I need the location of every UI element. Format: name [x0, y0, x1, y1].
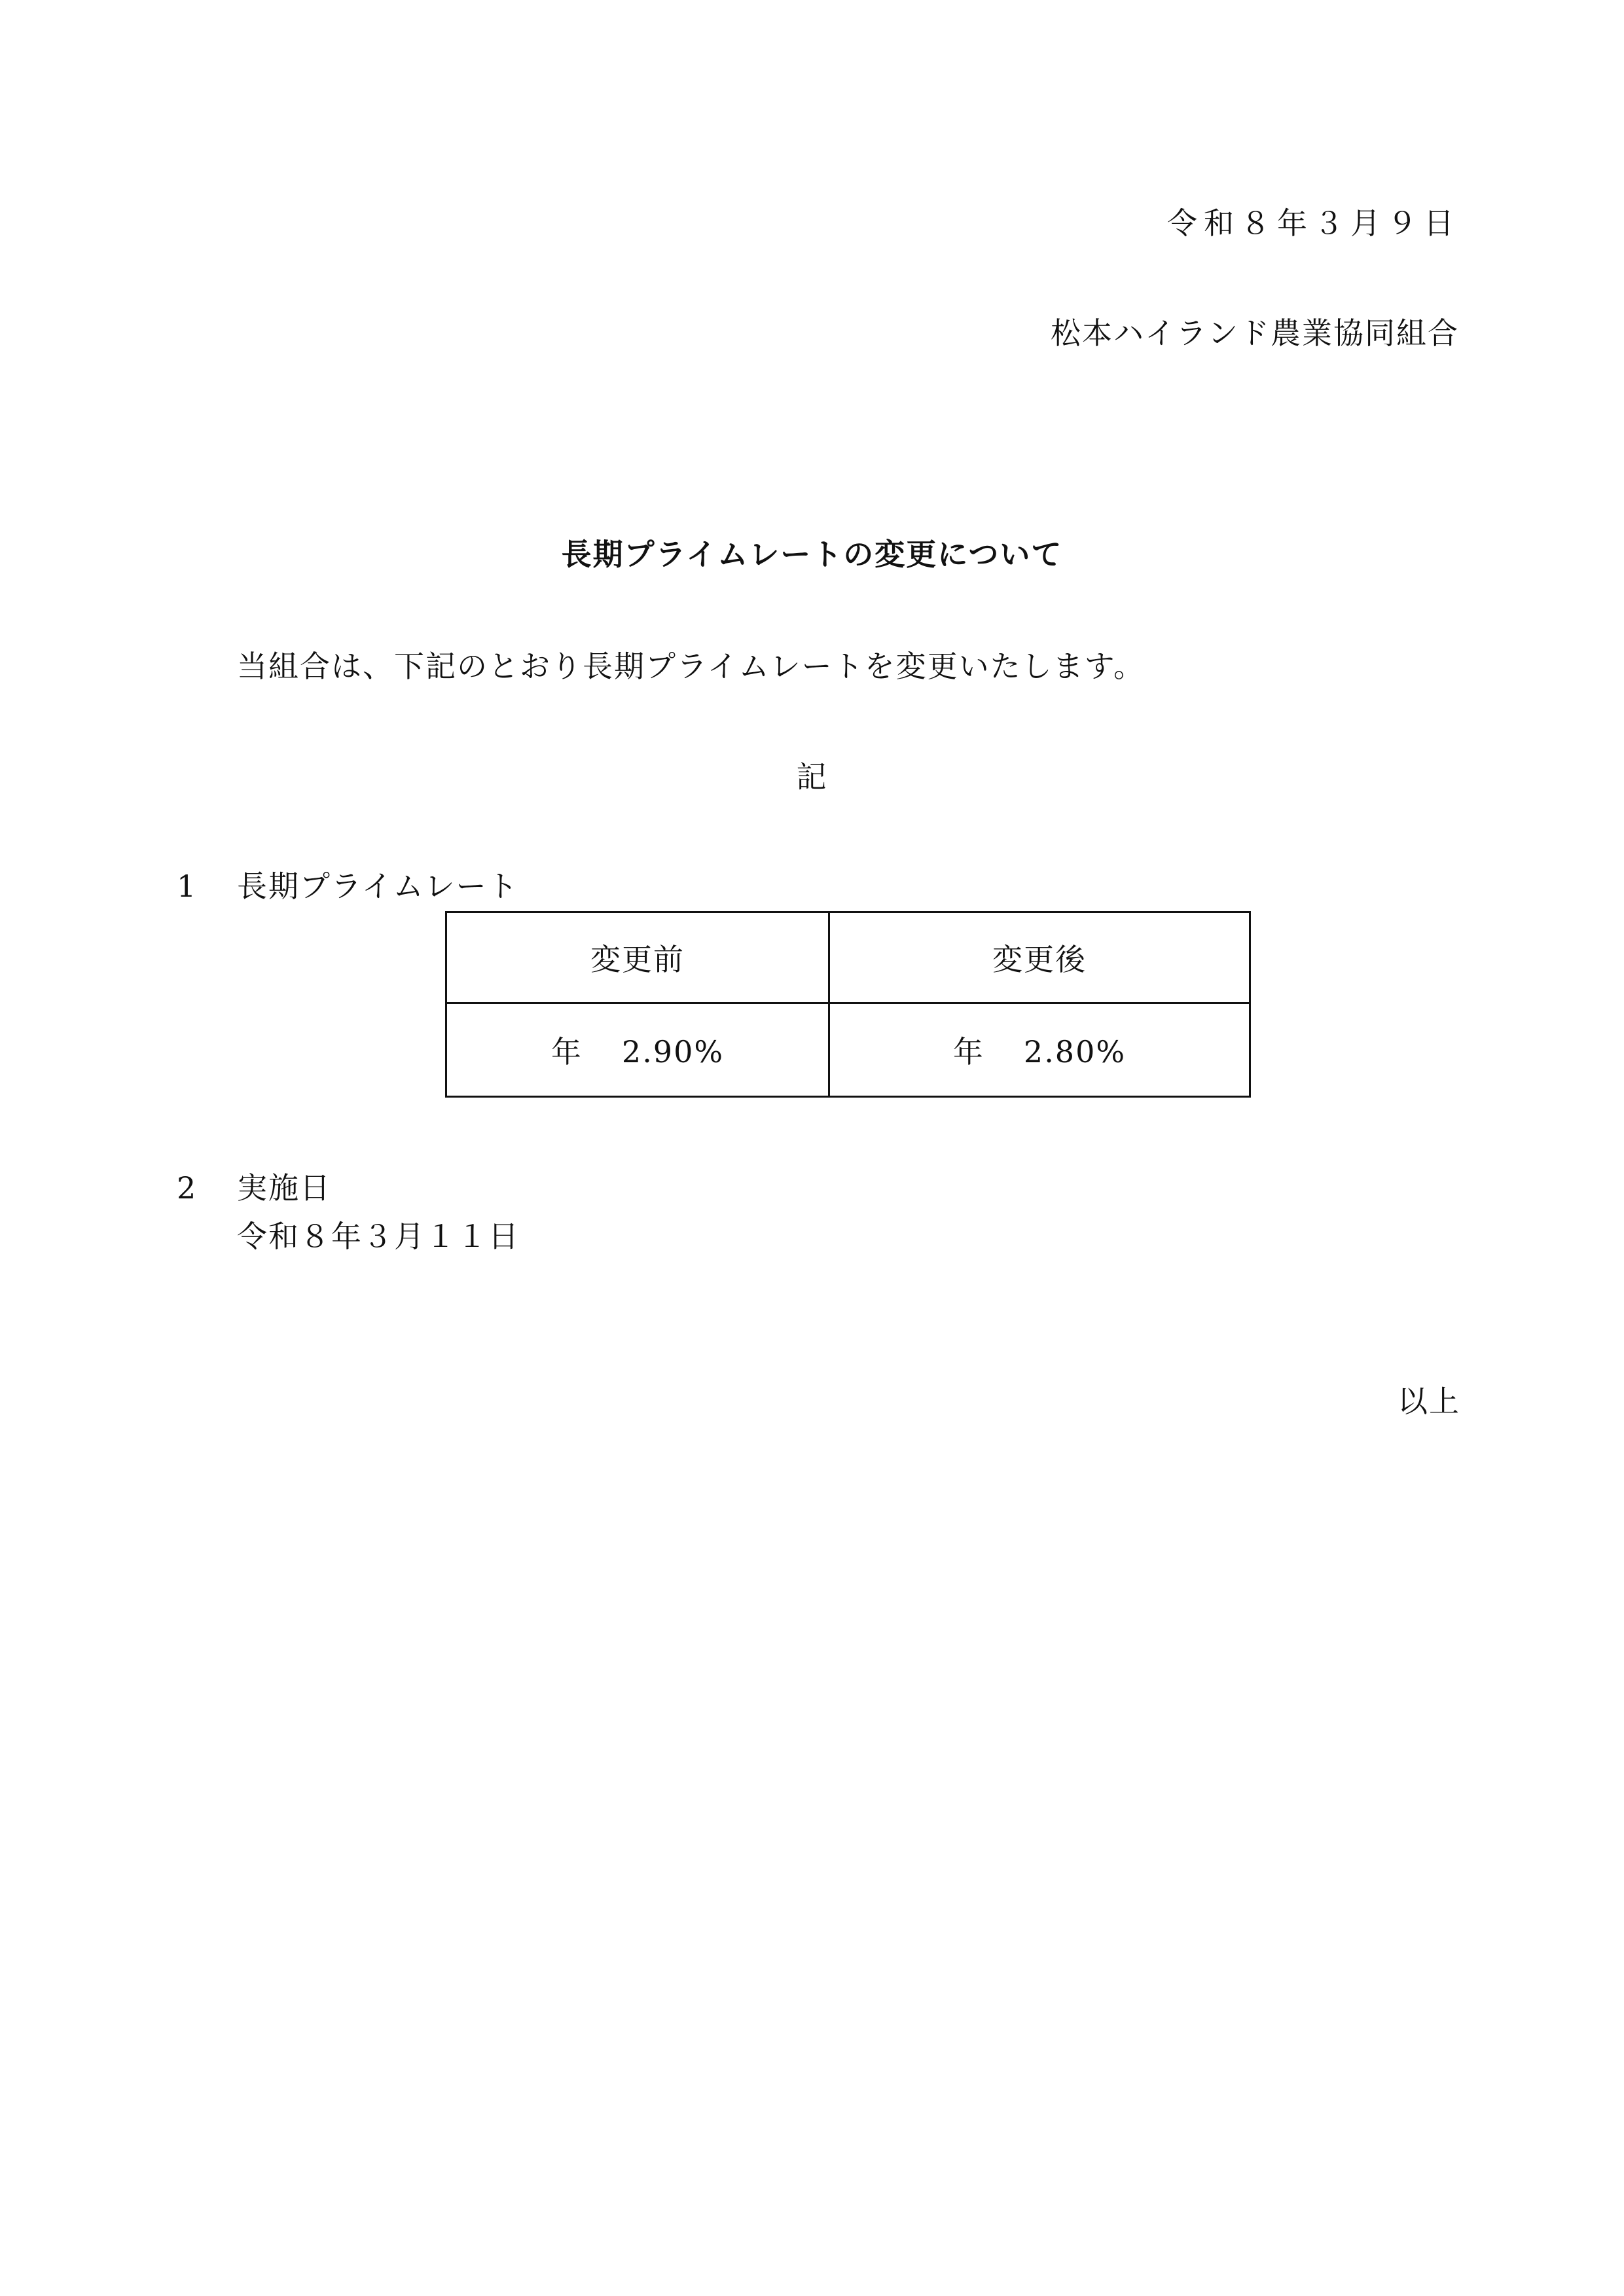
- rate-before-value: 2.90%: [621, 1034, 725, 1069]
- intro-paragraph: 当組合は、下記のとおり長期プライムレートを変更いたします。: [237, 649, 1145, 684]
- document-title: 長期プライムレートの変更について: [561, 537, 1063, 572]
- rate-before-cell: [446, 1003, 829, 1097]
- item-number-2: 2: [177, 1170, 198, 1206]
- rate-table: [445, 911, 1251, 1098]
- issuer-organization: 松本ハイランド農業協同組合: [1051, 315, 1459, 351]
- table-header-row: [446, 912, 1250, 1003]
- header-after-change: 変更後: [829, 912, 1250, 1003]
- header-before-change: 変更前: [446, 912, 829, 1003]
- rate-after-value: 2.80%: [1023, 1034, 1127, 1069]
- document-date: 令和８年３月９日: [1167, 206, 1460, 241]
- table-row: [446, 1003, 1250, 1097]
- rate-after-prefix: 年: [952, 1034, 984, 1069]
- effective-date: 令和８年３月１１日: [237, 1219, 520, 1254]
- ki-heading: 記: [796, 759, 828, 795]
- closing-mark: 以上: [1398, 1384, 1460, 1419]
- item-label-2: 実施日: [237, 1170, 331, 1206]
- item-label-1: 長期プライムレート: [237, 869, 519, 904]
- item-number-1: 1: [177, 869, 198, 904]
- rate-after-cell: [829, 1003, 1250, 1097]
- rate-before-prefix: 年: [550, 1034, 583, 1069]
